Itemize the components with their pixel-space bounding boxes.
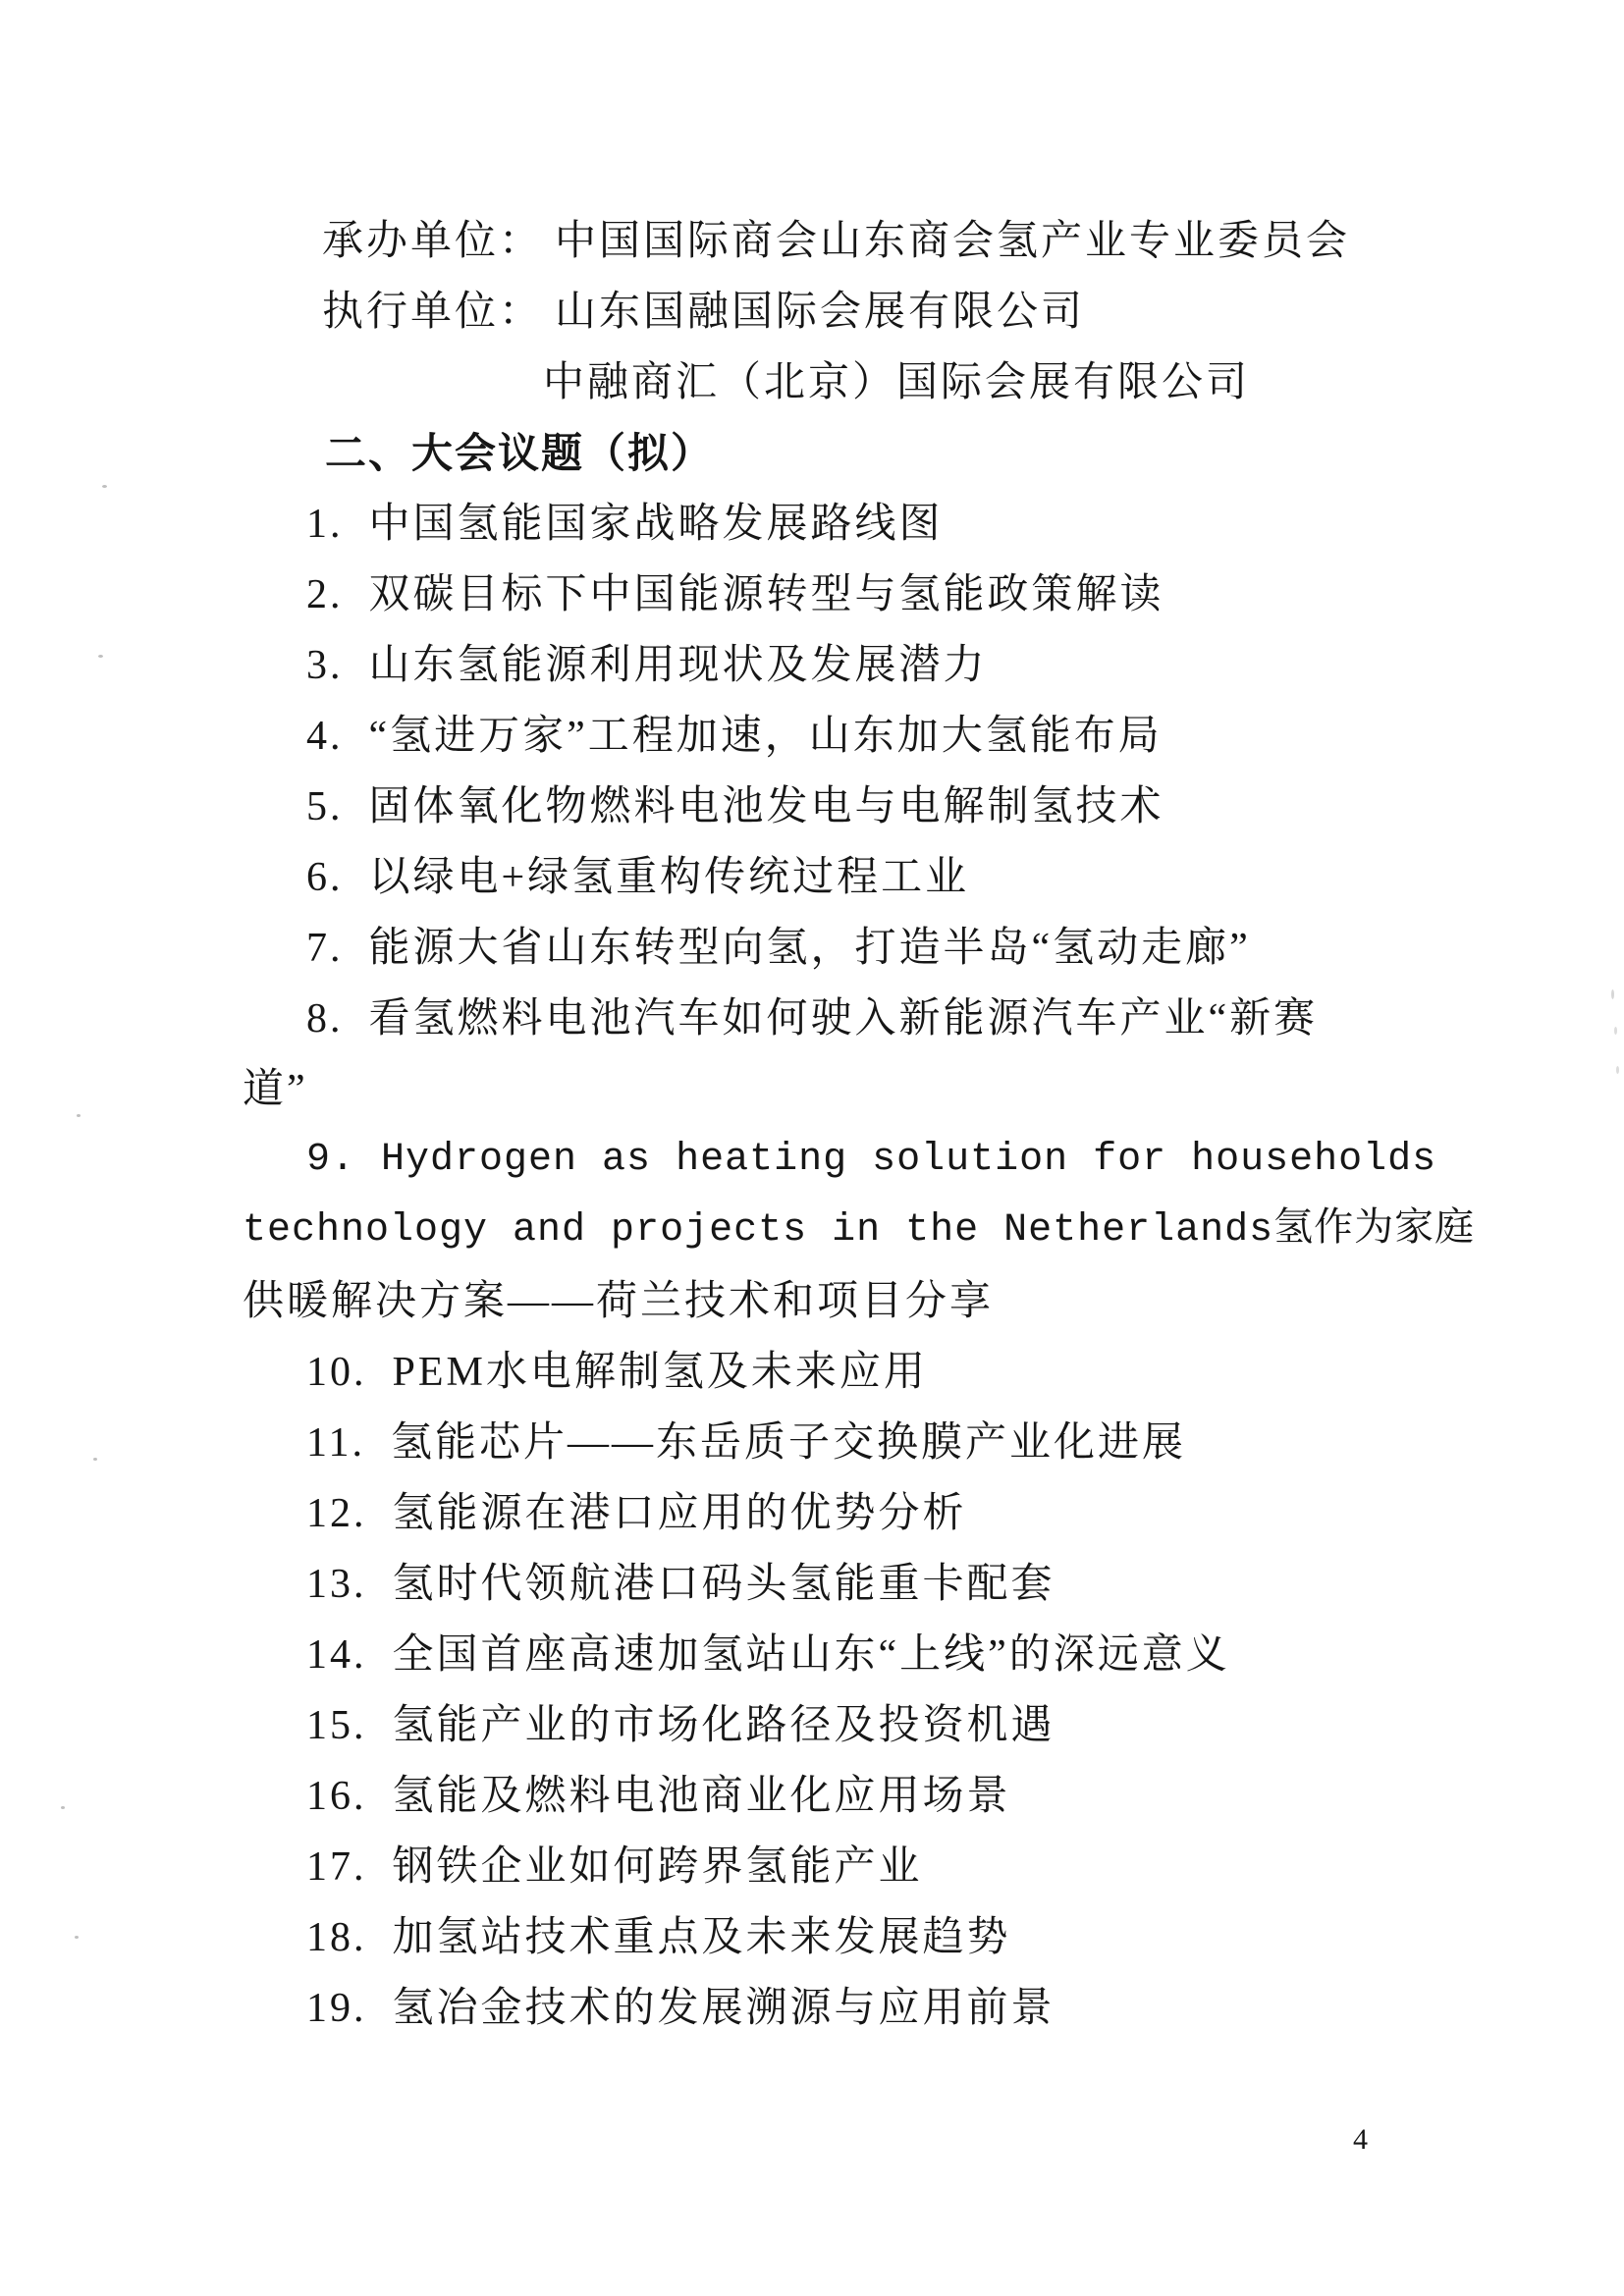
item-text: 双碳目标下中国能源转型与氢能政策解读 <box>368 572 1164 617</box>
item-text: 能源大省山东转型向氢，打造半岛“氢动走廊” <box>368 926 1251 971</box>
executor-value: 山东国融国际会展有限公司 <box>555 290 1086 335</box>
agenda-item-6 <box>243 842 1401 913</box>
item-number: 16. <box>306 1774 367 1819</box>
item-text: 氢能芯片——东岳质子交换膜产业化进展 <box>390 1420 1186 1466</box>
item-text: 以绿电+绿氢重构传统过程工业 <box>368 855 970 900</box>
item-text: 山东氢能源利用现状及发展潜力 <box>368 643 988 688</box>
item-number: 14. <box>306 1632 367 1678</box>
agenda-item-3 <box>243 630 1401 701</box>
agenda-item-11 <box>243 1408 1401 1478</box>
item-number: 3. <box>306 643 344 688</box>
scan-speck <box>75 1936 79 1939</box>
agenda-item-9-continuation-2: 供暖解决方案——荷兰技术和项目分享 <box>243 1279 995 1324</box>
scan-speck <box>1614 1027 1617 1035</box>
executor-line-2 <box>243 347 1401 418</box>
item-number: 13. <box>306 1562 367 1607</box>
agenda-item-9 <box>243 1125 1437 1196</box>
document-body <box>243 206 1476 2044</box>
item-number: 6. <box>306 855 344 900</box>
agenda-item-10 <box>243 1337 1401 1408</box>
scan-speck <box>1616 1066 1619 1074</box>
item-text: 氢能产业的市场化路径及投资机遇 <box>392 1703 1056 1748</box>
agenda-item-16 <box>243 1761 1401 1832</box>
agenda-item-9-continuation-1: technology and projects in the Netherlands氢作为家庭 <box>243 1208 1476 1253</box>
agenda-item-2 <box>243 560 1401 630</box>
scan-speck <box>61 1806 65 1809</box>
item-text: 看氢燃料电池汽车如何驶入新能源汽车产业“新赛 <box>368 996 1319 1041</box>
item-number: 18. <box>306 1915 367 1960</box>
item-text: 加氢站技术重点及未来发展趋势 <box>392 1915 1011 1960</box>
item-number: 9. <box>306 1138 356 1182</box>
organizer-value: 中国国际商会山东商会氢产业专业委员会 <box>555 219 1351 264</box>
item-text: “氢进万家”工程加速，山东加大氢能布局 <box>368 714 1163 759</box>
item-text: 中国氢能国家战略发展路线图 <box>368 502 944 547</box>
item-number: 7. <box>306 926 344 971</box>
scan-speck <box>77 1114 81 1117</box>
scan-speck <box>1611 989 1614 999</box>
item-number: 8. <box>306 996 344 1041</box>
item-text: 氢能及燃料电池商业化应用场景 <box>392 1774 1011 1819</box>
section-heading: 二、大会议题（拟） <box>325 430 715 476</box>
agenda-item-14 <box>243 1620 1401 1690</box>
executor-label: 执行单位： <box>322 290 544 335</box>
item-number: 2. <box>306 572 344 617</box>
item-number: 1. <box>306 502 344 547</box>
item-number: 5. <box>306 784 344 829</box>
item-text: 氢能源在港口应用的优势分析 <box>392 1491 967 1536</box>
agenda-item-1 <box>243 489 1401 560</box>
agenda-item-8 <box>243 984 1401 1054</box>
item-text: 氢冶金技术的发展溯源与应用前景 <box>392 1986 1056 2031</box>
item-number: 17. <box>306 1844 367 1890</box>
item-text: 全国首座高速加氢站山东“上线”的深远意义 <box>392 1632 1230 1678</box>
agenda-item-5 <box>243 772 1401 842</box>
agenda-item-12 <box>243 1478 1401 1549</box>
organizer-line <box>243 206 1401 277</box>
agenda-item-7 <box>243 913 1401 984</box>
item-text: 固体氧化物燃料电池发电与电解制氢技术 <box>368 784 1164 829</box>
item-text: PEM水电解制氢及未来应用 <box>392 1350 928 1395</box>
item-number: 12. <box>306 1491 367 1536</box>
agenda-item-13 <box>243 1549 1401 1620</box>
agenda-item-4 <box>243 701 1401 772</box>
agenda-item-18 <box>243 1902 1401 1973</box>
item-text: 氢时代领航港口码头氢能重卡配套 <box>392 1562 1056 1607</box>
executor-line <box>243 277 1401 347</box>
page-number: 4 <box>1353 2123 1368 2156</box>
item-text: Hydrogen as heating solution for households <box>381 1138 1437 1182</box>
item-number: 19. <box>306 1986 367 2031</box>
agenda-item-19 <box>243 1973 1401 2044</box>
scan-speck <box>93 1458 97 1461</box>
agenda-item-17 <box>243 1832 1401 1902</box>
item-number: 11. <box>306 1420 365 1466</box>
item-number: 10. <box>306 1350 367 1395</box>
item-number: 4. <box>306 714 344 759</box>
agenda-item-8-continuation: 道” <box>243 1067 308 1112</box>
item-text: 钢铁企业如何跨界氢能产业 <box>392 1844 923 1890</box>
scan-speck <box>102 485 107 488</box>
agenda-item-15 <box>243 1690 1401 1761</box>
executor-value-2: 中融商汇（北京）国际会展有限公司 <box>543 360 1251 405</box>
scan-speck <box>98 655 103 658</box>
organizer-label: 承办单位： <box>322 219 544 264</box>
item-number: 15. <box>306 1703 367 1748</box>
